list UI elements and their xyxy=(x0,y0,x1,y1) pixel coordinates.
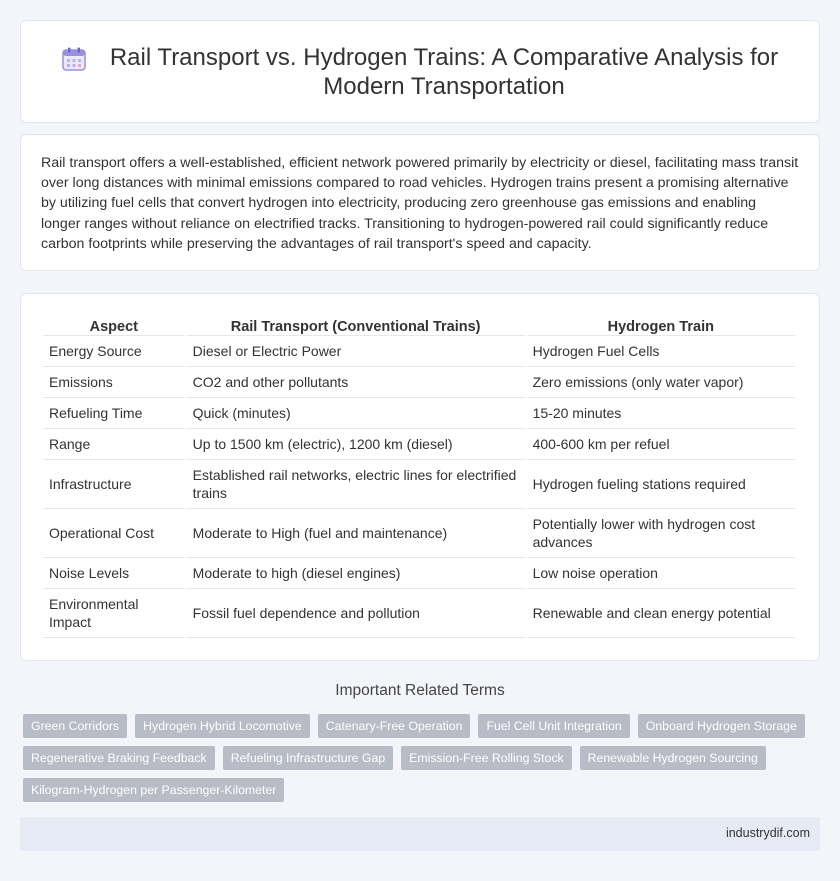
cell-aspect: Refueling Time xyxy=(43,398,185,429)
tag-kilogram-hydrogen-per-passenger-kilometer[interactable]: Kilogram-Hydrogen per Passenger-Kilometer xyxy=(23,778,284,802)
cell-hydrogen: Hydrogen Fuel Cells xyxy=(527,336,795,367)
tag-catenary-free-operation[interactable]: Catenary-Free Operation xyxy=(318,714,471,738)
cell-rail: Moderate to High (fuel and maintenance) xyxy=(187,509,525,558)
cell-hydrogen: 15-20 minutes xyxy=(527,398,795,429)
table-row xyxy=(43,429,795,460)
page-title: Rail Transport vs. Hydrogen Trains: A Comparative Analysis for Modern Transportation xyxy=(109,43,779,100)
tag-fuel-cell-unit-integration[interactable]: Fuel Cell Unit Integration xyxy=(478,714,629,738)
header-aspect: Aspect xyxy=(43,314,185,336)
cell-hydrogen: 400-600 km per refuel xyxy=(527,429,795,460)
tag-regenerative-braking-feedback[interactable]: Regenerative Braking Feedback xyxy=(23,746,215,770)
intro-card xyxy=(20,134,820,271)
table-row xyxy=(43,398,795,429)
related-terms-list xyxy=(23,714,823,810)
table-row xyxy=(43,509,795,558)
footer xyxy=(20,817,820,851)
cell-rail: Fossil fuel dependence and pollution xyxy=(187,589,525,638)
cell-aspect: Environmental Impact xyxy=(43,589,185,638)
cell-hydrogen: Zero emissions (only water vapor) xyxy=(527,367,795,398)
cell-aspect: Operational Cost xyxy=(43,509,185,558)
calendar-icon xyxy=(61,46,87,72)
cell-aspect: Infrastructure xyxy=(43,460,185,509)
table-row xyxy=(43,460,795,509)
tag-emission-free-rolling-stock[interactable]: Emission-Free Rolling Stock xyxy=(401,746,571,770)
header-rail: Rail Transport (Conventional Trains) xyxy=(187,314,525,336)
cell-hydrogen: Potentially lower with hydrogen cost advances xyxy=(527,509,795,558)
cell-hydrogen: Hydrogen fueling stations required xyxy=(527,460,795,509)
table-row xyxy=(43,558,795,589)
cell-aspect: Noise Levels xyxy=(43,558,185,589)
cell-rail: CO2 and other pollutants xyxy=(187,367,525,398)
tag-green-corridors[interactable]: Green Corridors xyxy=(23,714,127,738)
comparison-table xyxy=(41,314,797,638)
table-row xyxy=(43,336,795,367)
intro-paragraph: Rail transport offers a well-established, efficient network powered primarily by electricity or diesel, facilitating mass transit over long distances with minimal emissions compared to road vehicles. Hydrogen trains present a promising alternative by utilizing fuel cells that convert hydrogen into electricity, producing zero greenhouse gas emissions and enabling longer ranges without reliance on electrified tracks. Transitioning to hydrogen-powered rail could significantly reduce carbon footprints while preserving the advantages of rail transport's speed and capacity. xyxy=(41,155,799,252)
cell-rail: Quick (minutes) xyxy=(187,398,525,429)
footer-site-link[interactable]: industrydif.com xyxy=(725,826,810,840)
cell-rail: Up to 1500 km (electric), 1200 km (diesel) xyxy=(187,429,525,460)
tag-onboard-hydrogen-storage[interactable]: Onboard Hydrogen Storage xyxy=(638,714,805,738)
cell-hydrogen: Renewable and clean energy potential xyxy=(527,589,795,638)
title-wrap xyxy=(21,43,819,101)
table-row xyxy=(43,589,795,638)
header-hydrogen: Hydrogen Train xyxy=(527,314,795,336)
tag-refueling-infrastructure-gap[interactable]: Refueling Infrastructure Gap xyxy=(223,746,393,770)
cell-hydrogen: Low noise operation xyxy=(527,558,795,589)
tag-hydrogen-hybrid-locomotive[interactable]: Hydrogen Hybrid Locomotive xyxy=(135,714,310,738)
cell-aspect: Emissions xyxy=(43,367,185,398)
related-terms-title: Important Related Terms xyxy=(335,682,505,699)
cell-rail: Diesel or Electric Power xyxy=(187,336,525,367)
comparison-table-card xyxy=(20,293,820,661)
cell-aspect: Range xyxy=(43,429,185,460)
table-header-row xyxy=(43,314,795,336)
cell-rail: Established rail networks, electric lines for electrified trains xyxy=(187,460,525,509)
cell-rail: Moderate to high (diesel engines) xyxy=(187,558,525,589)
tag-renewable-hydrogen-sourcing[interactable]: Renewable Hydrogen Sourcing xyxy=(580,746,766,770)
cell-aspect: Energy Source xyxy=(43,336,185,367)
header-card xyxy=(20,20,820,123)
table-row xyxy=(43,367,795,398)
